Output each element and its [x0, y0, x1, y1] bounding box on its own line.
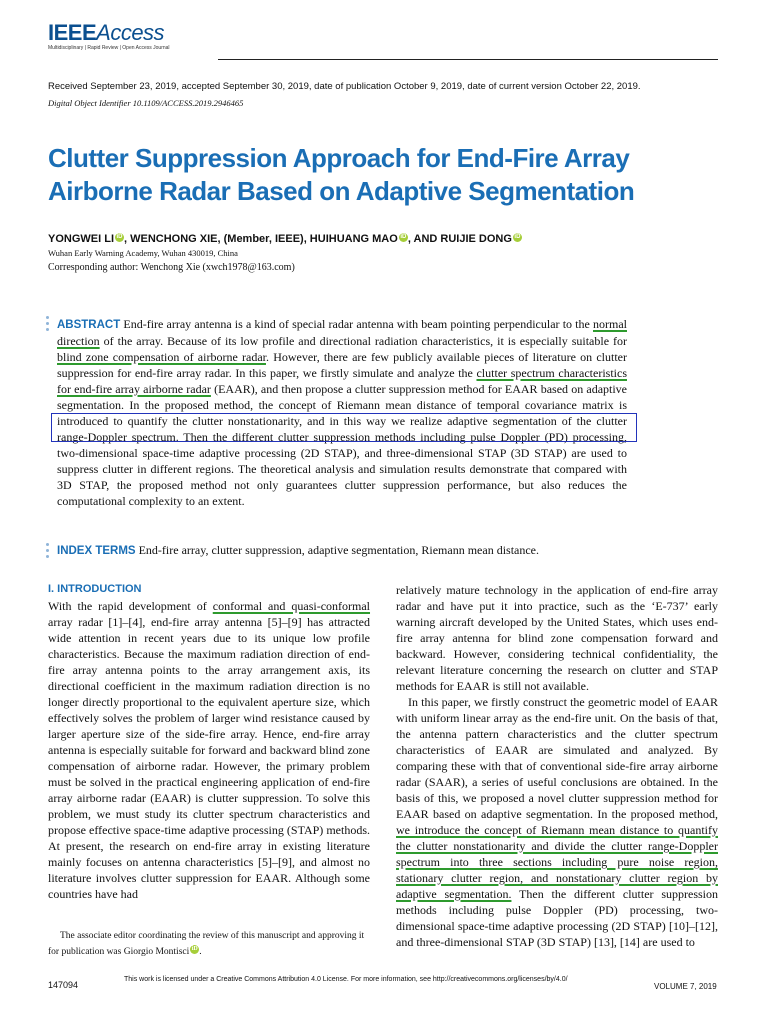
body-text: In this paper, we firstly construct the geometric model of EAAR with uniform linear array as the end-fire unit. On the basis of that, the antenna pattern characteristics and the clutter spectrum characteristics of EAAR are simulated and analyzed. By comparing these with that of conventional side-fire array airborne radar (SAAR), a series of useful conclusions are obtained. In the basis of this, we proposed a novel clutter suppression method for EAAR based on adaptive segmentation. In the proposed method,: [396, 695, 718, 821]
author-3: , AND RUIJIE DONG: [407, 233, 512, 245]
abstract-text: of the array. Because of its low profile and directional radiation characteristics, it is especially suitable for: [99, 334, 627, 348]
abstract-text: . However, there are few publicly available pieces of literature on clutter suppression for end-fire array radar. In this paper, we firstly simulate and analyze the: [57, 350, 627, 380]
corresponding-author: Corresponding author: Wenchong Xie (xwch1978@163.com): [48, 262, 295, 273]
footnote-end: .: [199, 947, 202, 957]
orcid-icon[interactable]: iD: [400, 234, 407, 240]
index-dots-icon: [46, 543, 49, 561]
volume-info: VOLUME 7, 2019: [654, 982, 717, 991]
abstract-dots-icon: [46, 316, 49, 334]
orcid-icon[interactable]: iD: [514, 234, 521, 240]
journal-logo: [48, 20, 164, 46]
right-column: [396, 582, 718, 950]
license-notice: This work is licensed under a Creative Commons Attribution 4.0 License. For more information, see http://creativecommons.org/licenses/by/4.0/: [124, 976, 568, 983]
page-number: 147094: [48, 980, 79, 990]
index-terms: [57, 543, 539, 558]
abstract-label: ABSTRACT: [57, 319, 121, 331]
section-heading: I. INTRODUCTION: [48, 583, 142, 595]
highlight-underline: normal direction: [57, 317, 627, 348]
author-2: , WENCHONG XIE, (Member, IEEE), HUIHUANG MAO: [124, 233, 398, 245]
paragraph: relatively mature technology in the application of end-fire array radar and have put it into practice, such as the ‘E-737’ early warning aircraft developed by the United States, which uses end-fire array antenna for blind zone compensation forward and backward. However, considering technical confidentiality, the relevant literature concerning the research on clutter and STAP methods for EAAR is still not available.: [396, 583, 718, 693]
body-text: With the rapid development of: [48, 599, 213, 613]
logo-tagline: Multidisciplinary | Rapid Review | Open Access Journal: [48, 45, 170, 51]
body-text: Then the different clutter suppression methods including pulse Doppler (PD) processing, two-dimensional space-time adaptive processing (2D STAP) [10]–[12], and three-dimensional STAP (3D STAP) [13], [14] are used to: [396, 887, 718, 949]
index-terms-label: INDEX TERMS: [57, 545, 136, 557]
affiliation: Wuhan Early Warning Academy, Wuhan 430019, China: [48, 248, 238, 258]
selection-box: [51, 413, 637, 442]
doi: Digital Object Identifier 10.1109/ACCESS.2019.2946465: [48, 98, 244, 108]
paragraph: [48, 598, 370, 902]
paragraph: [396, 694, 718, 950]
left-column: [48, 598, 370, 902]
highlight-underline: blind zone compensation of airborne radar: [57, 350, 266, 364]
header-rule: [218, 59, 718, 60]
footnote: [48, 928, 370, 960]
highlight-underline: clutter spectrum characteristics for end-fire array airborne radar: [57, 366, 627, 396]
received-dates: Received September 23, 2019, accepted September 30, 2019, date of publication October 9, 2019, date of current version October 22, 2019.: [48, 81, 641, 92]
logo-ieee: IEEE: [48, 20, 97, 45]
author-1: YONGWEI LI: [48, 233, 114, 245]
highlight-underline: we introduce the concept of Riemann mean distance to quantify the clutter nonstationarity and divide the clutter range-Doppler spectrum into three sections including pure noise region, stationary clutter region, and nonstationary clutter region by adaptive segmentation.: [396, 823, 718, 901]
paper-title: Clutter Suppression Approach for End-Fire Array Airborne Radar Based on Adaptive Segmentation: [48, 143, 635, 206]
logo-access: Access: [96, 20, 165, 45]
orcid-icon[interactable]: iD: [116, 234, 123, 240]
orcid-icon[interactable]: iD: [191, 946, 198, 952]
index-terms-text: End-fire array, clutter suppression, adaptive segmentation, Riemann mean distance.: [135, 543, 540, 557]
highlight-underline: conformal and quasi-conformal: [212, 599, 371, 613]
abstract-text: (EAAR), and then propose a clutter suppression method for EAAR based on adaptive segmentation. In the proposed method, the concept of Riemann mean distance of temporal covariance matrix is introduced to quantify the clutter nonstationarity, and in this way we realize adaptive segmentation of the clutter range-Doppler spectrum. Then the different clutter suppression methods including pulse Doppler (PD) processing, two-dimensional space-time adaptive processing (2D STAP), and three-dimensional STAP (3D STAP) are used to suppress clutter in different regions. The theoretical analysis and simulation results demonstrate that compared with 3D STAP, the proposed method not only guarantees clutter suppression performance, but also reduces the computational complexity to an extent.: [57, 382, 628, 508]
abstract-text: End-fire array antenna is a kind of special radar antenna with beam pointing perpendicular to the: [120, 317, 593, 331]
body-text: array radar [1]–[4], end-fire array antenna [5]–[9] has attracted wide attention in recent years due to its unique low profile characteristics. Because the maximum radiation direction of end-fire array antenna points to the array arrangement axis, its directional coefficient in the maximum radiation direction is no longer directly proportional to the equivalent aperture size, which effectively solves the problem of larger wind resistance caused by larger aperture size of the side-fire array. Hence, end-fire array antenna is especially suitable for forward and backward blind zone compensation of airborne radar. However, the primary problem must be solved in the practical engineering application of end-fire array airborne radar (EAAR) is clutter suppression. To solve this problem, we must study its clutter spectrum characteristics and propose effective space-time adaptive processing (STAP) methods. At present, the research on end-fire array in existing literature mainly focuses on antenna characteristics [5]–[9], and almost no literature involves clutter suppression for EAAR. Although some countries have had: [48, 615, 370, 901]
author-list: [48, 233, 522, 245]
footnote-text: The associate editor coordinating the review of this manuscript and approving it for publication was Giorgio Montisci: [48, 931, 365, 957]
